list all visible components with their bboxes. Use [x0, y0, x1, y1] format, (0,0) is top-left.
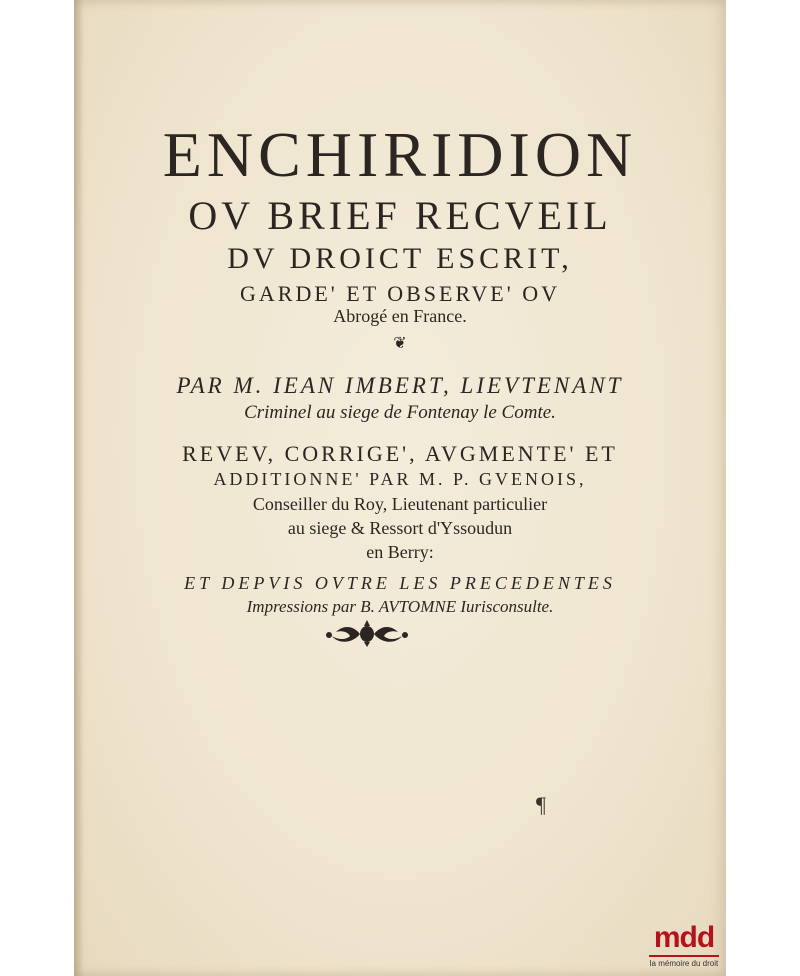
main-title: ENCHIRIDION [162, 119, 638, 190]
author-line-1: PAR M. IEAN IMBERT, LIEVTENANT [176, 373, 624, 398]
revision-line-2: ADDITIONNE' PAR M. P. GVENOIS, [213, 469, 587, 489]
signature-mark: ¶ [536, 792, 546, 817]
revision-line-3: Conseiller du Roy, Lieutenant particulier [252, 494, 548, 514]
subtitle-line-4: Abrogé en France. [333, 306, 467, 326]
subtitle-line-2: DV DROICT ESCRIT, [227, 242, 573, 275]
small-ornament-icon: ❦ [393, 333, 407, 352]
logo-divider [649, 955, 719, 957]
closing-line-1: ET DEPVIS OVTRE LES PRECEDENTES [184, 573, 616, 593]
revision-line-1: REVEV, CORRIGE', AVGMENTE' ET [182, 441, 618, 466]
revision-line-5: en Berry: [366, 542, 434, 562]
logo-tagline: la mémoire du droit [649, 959, 719, 968]
fleuron-ornament-icon [324, 618, 410, 648]
revision-line-4: au siege & Ressort d'Yssoudun [287, 518, 513, 538]
mdd-logo [644, 922, 724, 974]
logo-mark: mdd [653, 921, 715, 954]
subtitle-line-1: OV BRIEF RECVEIL [188, 193, 612, 238]
subtitle-line-3: GARDE' ET OBSERVE' OV [240, 281, 560, 306]
closing-line-2: Impressions par B. AVTOMNE Iurisconsulte. [246, 597, 554, 616]
author-line-2: Criminel au siege de Fontenay le Comte. [244, 402, 556, 423]
